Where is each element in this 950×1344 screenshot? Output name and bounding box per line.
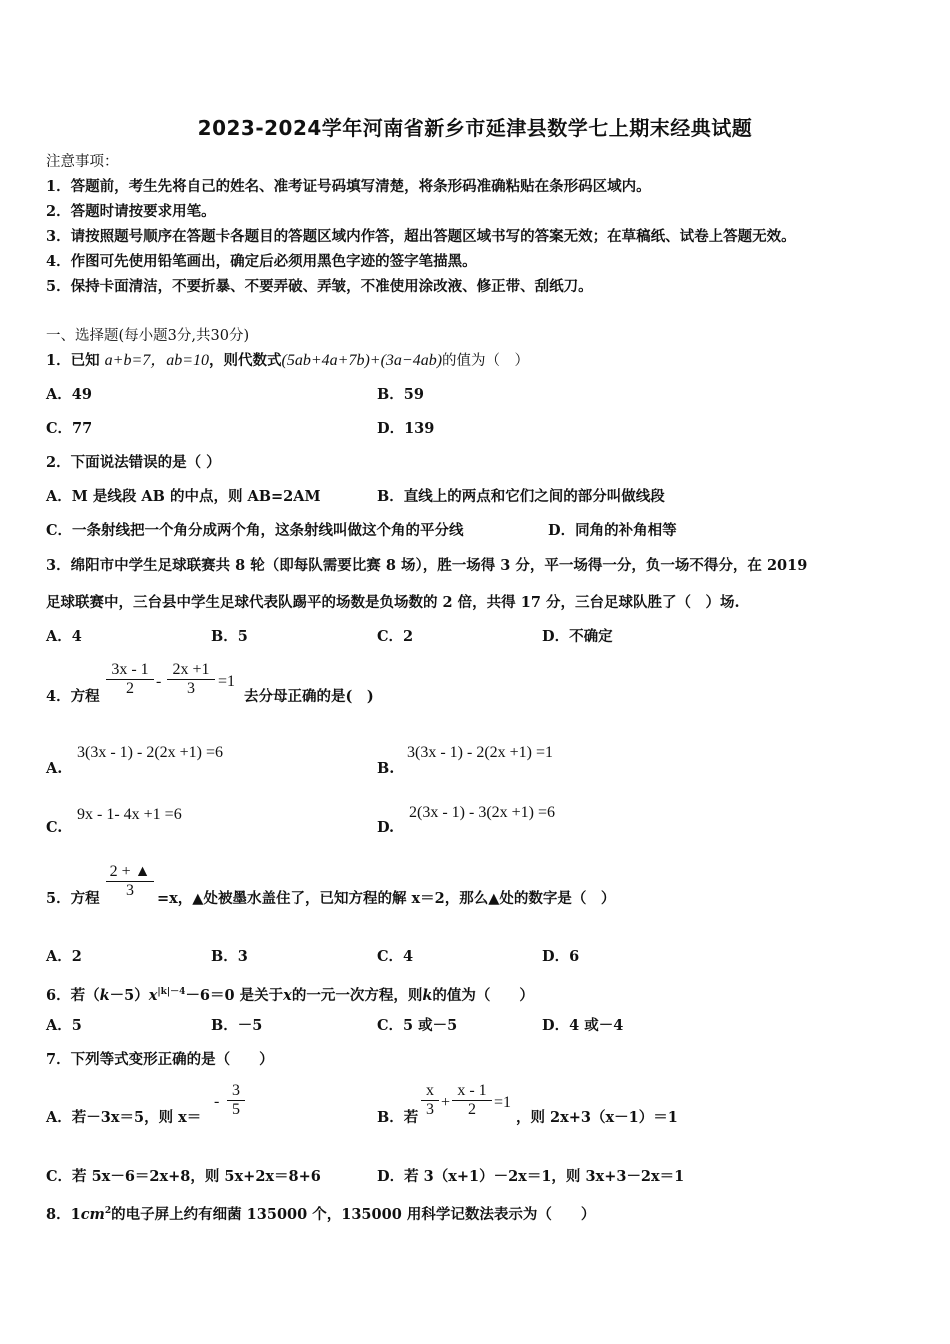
q6-k: k: [99, 986, 110, 1004]
q1-prefix: 1．已知: [46, 352, 105, 369]
q4-option-d: 2(3x - 1) - 3(2x +1) =6: [409, 804, 556, 821]
section-heading: 一、选择题(每小题3分,共30分): [46, 328, 250, 344]
notice-item: 2．答题时请按要求用笔。: [46, 203, 216, 220]
q4-option-c-label: C.: [46, 819, 63, 836]
q7-b-f2-denominator: 2: [468, 1101, 476, 1118]
q5-option-d: D．6: [542, 948, 580, 965]
question-4-prefix: 4．方程: [46, 688, 100, 705]
q1-condition: a+b=7，ab=10: [104, 352, 210, 369]
q7-b-fraction-2: [452, 1082, 492, 1119]
q7-option-a-prefix: A．若－3x＝5，则 x＝: [46, 1109, 202, 1126]
q6-part: －6＝0 是关于: [185, 986, 284, 1004]
q4-suffix: 去分母正确的是( ): [244, 688, 374, 705]
q4-option-a-label: A.: [46, 760, 63, 777]
q7-b-plus: +: [441, 1094, 451, 1111]
q4-frac1-numerator: 3x - 1: [111, 661, 149, 678]
q5-option-c: C．4: [377, 948, 414, 965]
q7-option-c: C．若 5x－6＝2x+8，则 5x+2x＝8+6: [46, 1168, 321, 1185]
q3-option-a: A．4: [46, 628, 82, 645]
q7-b-equals: =1: [494, 1094, 512, 1111]
q4-fraction-1: [106, 661, 154, 698]
q1-option-d: D．139: [377, 420, 435, 437]
question-8-stem: [46, 1201, 595, 1225]
q6-option-b: B．－5: [211, 1017, 263, 1034]
q8-unit: cm: [80, 1205, 105, 1223]
q4-option-b-label: B.: [377, 760, 395, 777]
q6-x: x: [148, 986, 158, 1004]
q7-option-b-prefix: B．若: [377, 1109, 419, 1126]
q7-b-f1-numerator: x: [426, 1082, 434, 1099]
question-3-line1: 3．绵阳市中学生足球联赛共 8 轮（即每队需要比赛 8 场），胜一场得 3 分，平一场得一分，负一场不得分，在 2019: [46, 557, 808, 574]
q7-b-fraction-1: [421, 1082, 439, 1119]
q6-part: －5）: [109, 986, 149, 1004]
q7-a-denominator: 5: [232, 1101, 240, 1118]
question-1-stem: [46, 351, 529, 371]
question-6-stem: [46, 982, 534, 1006]
notice-heading: 注意事项：: [46, 154, 119, 170]
q5-option-b: B．3: [211, 948, 248, 965]
q4-option-c: 9x - 1- 4x +1 =6: [77, 806, 182, 823]
q4-frac1-denominator: 2: [126, 680, 134, 697]
q7-a-fraction: [227, 1082, 245, 1119]
notice-item: 5．保持卡面清洁，不要折暴、不要弄破、弄皱，不准使用涂改液、修正带、刮纸刀。: [46, 278, 593, 295]
q3-option-b: B．5: [211, 628, 248, 645]
q5-suffix: =x，▲处被墨水盖住了，已知方程的解 x＝2，那么▲处的数字是（ ）: [157, 890, 616, 907]
q4-equals: =1: [218, 673, 236, 690]
q1-option-c: C．77: [46, 420, 93, 437]
question-2-stem: 2．下面说法错误的是（ ）: [46, 454, 221, 471]
q8-part: 的电子屏上约有细菌 135000 个，135000 用科学记数法表示为（ ）: [111, 1205, 596, 1223]
q7-a-sign: -: [214, 1093, 220, 1110]
q6-exponent: |k|－4: [157, 987, 186, 997]
question-5-prefix: 5．方程: [46, 890, 100, 907]
q7-b-f2-numerator: x - 1: [457, 1082, 487, 1099]
q4-option-b: 3(3x - 1) - 2(2x +1) =1: [407, 744, 554, 761]
q1-mid: ，则代数式: [209, 352, 282, 369]
q4-frac2-denominator: 3: [187, 680, 195, 697]
q1-option-b: B．59: [377, 386, 424, 403]
q6-option-d: D．4 或－4: [542, 1017, 624, 1034]
q7-b-f1-denominator: 3: [426, 1101, 434, 1118]
q5-numerator: 2 + ▲: [109, 863, 151, 880]
q4-option-d-label: D.: [377, 819, 395, 836]
q8-sup: 2: [104, 1206, 112, 1216]
q2-option-a: A．M 是线段 AB 的中点，则 AB=2AM: [46, 488, 321, 505]
question-7-stem: 7．下列等式变形正确的是（ ）: [46, 1051, 274, 1068]
notice-item: 3．请按照题号顺序在答题卡各题目的答题区域内作答，超出答题区域书写的答案无效；在草稿纸、试卷上答题无效。: [46, 228, 796, 245]
q7-option-b-suffix: ，则 2x+3（x－1）＝1: [516, 1109, 678, 1126]
q6-option-a: A．5: [46, 1017, 82, 1034]
q2-option-c: C．一条射线把一个角分成两个角，这条射线叫做这个角的平分线: [46, 522, 464, 539]
q4-option-a: 3(3x - 1) - 2(2x +1) =6: [77, 744, 224, 761]
q3-option-d: D．不确定: [542, 628, 613, 645]
q6-part: 的一元一次方程，则: [291, 986, 423, 1004]
q6-k: k: [422, 986, 433, 1004]
q7-option-d: D．若 3（x+1）－2x＝1，则 3x+3－2x＝1: [377, 1168, 685, 1185]
page-title: 2023-2024学年河南省新乡市延津县数学七上期末经典试题: [197, 116, 753, 140]
q6-part: 6．若（: [46, 986, 100, 1004]
q4-minus: -: [156, 673, 162, 690]
q6-option-c: C．5 或－5: [377, 1017, 458, 1034]
q1-option-a: A．49: [46, 386, 92, 403]
q4-frac2-numerator: 2x +1: [172, 661, 210, 678]
q3-option-c: C．2: [377, 628, 414, 645]
q5-denominator: 3: [126, 882, 134, 899]
q5-option-a: A．2: [46, 948, 82, 965]
q7-a-numerator: 3: [232, 1082, 240, 1099]
notice-item: 1．答题前，考生先将自己的姓名、准考证号码填写清楚，将条形码准确粘贴在条形码区域内。: [46, 178, 651, 195]
notice-item: 4．作图可先使用铅笔画出，确定后必须用黑色字迹的签字笔描黑。: [46, 253, 477, 270]
q6-x: x: [283, 986, 292, 1004]
q4-fraction-2: [167, 661, 215, 698]
q1-suffix: 的值为（ ）: [442, 353, 530, 369]
q2-option-d: D．同角的补角相等: [548, 522, 677, 539]
question-3-line2: 足球联赛中，三台县中学生足球代表队踢平的场数是负场数的 2 倍，共得 17 分，三台足球队胜了（ ）场.: [46, 594, 740, 611]
q1-expression: (5ab+4a+7b)+(3a−4ab): [281, 352, 443, 369]
q5-fraction: [106, 863, 154, 900]
q8-part: 8．1: [46, 1205, 81, 1223]
q2-option-b: B．直线上的两点和它们之间的部分叫做线段: [377, 488, 665, 505]
q6-part: 的值为（ ）: [432, 986, 534, 1004]
